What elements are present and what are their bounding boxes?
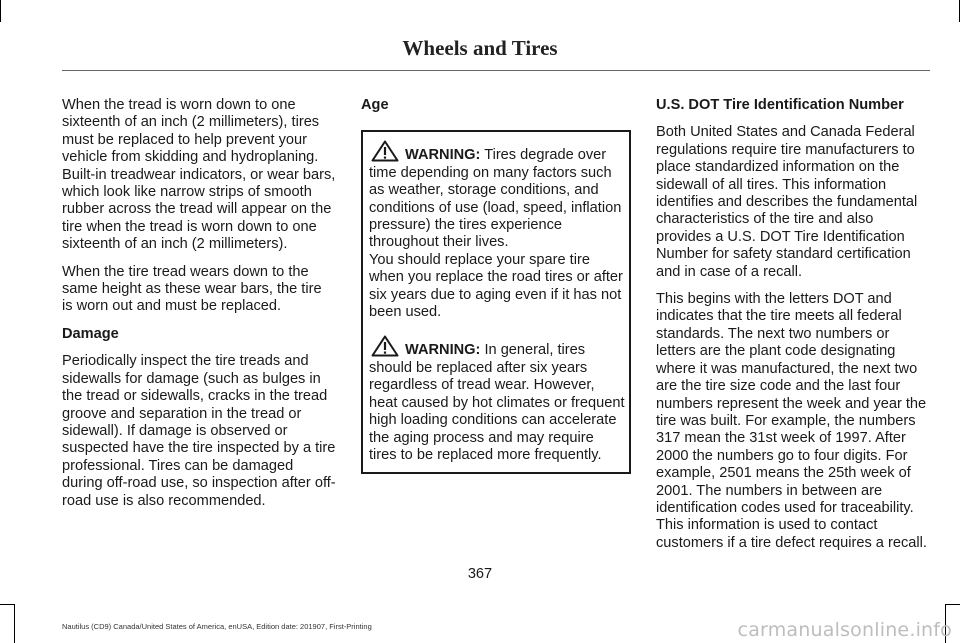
column-middle [361,97,631,474]
warning-text: In general, tires should be replaced after six years regardless of tread wear. However, heat caused by hot climates or frequent high loading conditions can accelerate the aging process and may require tires to be replaced more frequently. [369,342,625,463]
heading-damage: Damage [62,325,119,342]
warning-triangle-icon [371,335,399,357]
warning-box [361,130,631,474]
warning-label: WARNING: [405,147,481,164]
paragraph-tread-wear: When the tread is worn down to one sixteenth of an inch (2 millimeters), tires must be replaced to help prevent your vehicle from skidding and hydroplaning. Built-in treadwear indicators, or wear bars, which look like narrow strips of smooth rubber across the tread will appear on the tire when the tread is worn down to one sixteenth of an inch (2 millimeters). [62,97,336,253]
warning-label: WARNING: [405,342,481,359]
column-left [62,97,336,520]
warning-triangle-icon [371,140,399,162]
warning-2 [369,335,625,464]
warning-text: Tires degrade over time depending on many factors such as weather, storage conditions, and conditions of use (load, speed, inflation pressure) the tires experience throughout their lives. [369,147,622,251]
warning-1 [369,140,625,321]
crop-mark-bottom-left-h [0,604,14,605]
footer-edition: Nautilus (CD9) Canada/United States of America, enUSA, Edition date: 201907, First-Printing [62,622,372,631]
watermark: carmanualsonline.info [737,619,952,641]
paragraph-dot-code: This begins with the letters DOT and indicates that the tire meets all federal standards. The next two numbers or letters are the plant code designating where it was manufactured, the next two are the tire size code and the last four numbers represent the week and year the tire was built. For example, the numbers 317 mean the 31st week of 1997. After 2000 the numbers go to four digits. For example, 2501 means the 25th week of 2001. The numbers in between are identification codes used for traceability. This information is used to contact customers if a tire defect requires a recall. [656,291,927,551]
paragraph-damage: Periodically inspect the tire treads and sidewalls for damage (such as bulges in the tread or sidewalls, cracks in the tread groove and separation in the tread or sidewall). If damage is observed or suspected have the tire inspected by a tire professional. Tires can be damaged during off-road use, so inspection after off-road use is also recommended. [62,353,336,509]
crop-mark-bottom-left-v [14,604,15,643]
warning-extra-text: You should replace your spare tire when you replace the road tires or after six years due to aging even if it has not been used. [369,251,623,321]
crop-mark-top-left [0,0,1,22]
page-title: Wheels and Tires [402,36,558,60]
column-right [656,97,928,562]
page-number: 367 [467,566,493,582]
heading-dot-tin: U.S. DOT Tire Identification Number [656,97,904,113]
heading-age: Age [361,97,389,113]
paragraph-wear-bars: When the tire tread wears down to the same height as these wear bars, the tire is worn out and must be replaced. [62,263,322,315]
header-divider [62,70,930,71]
crop-mark-bottom-right-h [945,604,960,605]
paragraph-dot-regulations: Both United States and Canada Federal regulations require tire manufacturers to place standardized information on the sidewall of all tires. This information identifies and describes the fundamental characteristics of the tire and also provides a U.S. DOT Tire Identification Number for safety standard certification and in case of a recall. [656,124,918,280]
